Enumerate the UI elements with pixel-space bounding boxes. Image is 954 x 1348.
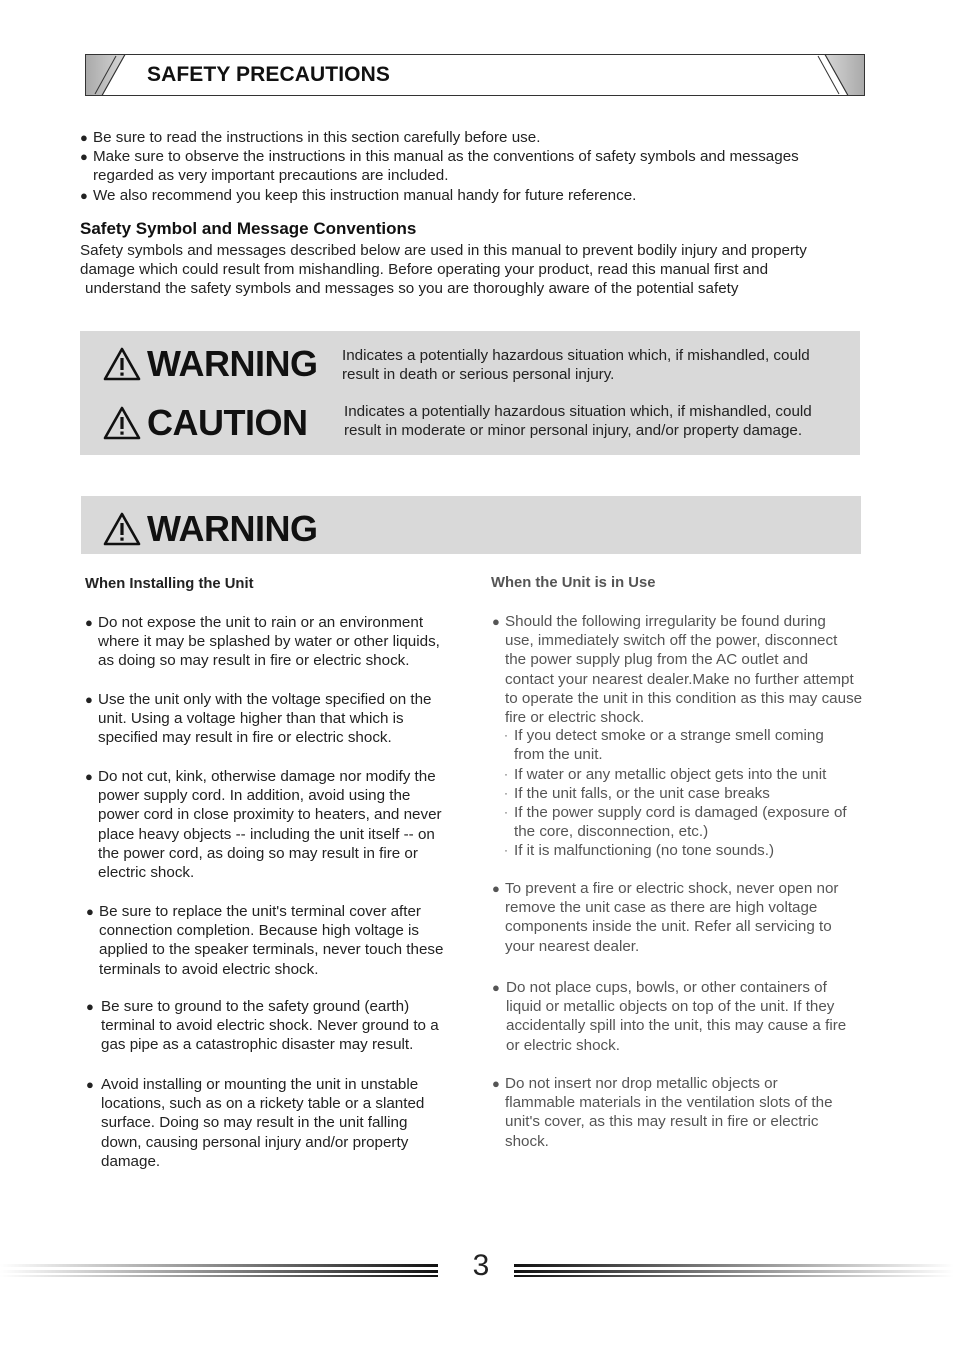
warning-section-banner (81, 496, 861, 554)
list-item: ● To prevent a fire or electric shock, never open nor remove the unit case as there are high voltage components inside the unit. Refer all servicing to your nearest dealer. (492, 880, 839, 955)
left-column-heading: When Installing the Unit (85, 576, 254, 592)
intro-bullet-3: ● We also recommend you keep this instruction manual handy for future reference. (80, 187, 637, 204)
list-item: ● Avoid installing or mounting the unit in unstable locations, such as on a rickety table or a slanted surface. Doing so may result in the unit falling down, causing personal injury and/or property damage. (86, 1076, 425, 1170)
list-item: ● Should the following irregularity be found during use, immediately switch off the power, disconnect the power supply plug from the AC outlet and contact your nearest dealer.Make no further attempt to operate the unit in this condition as this may cause fire or electric shock. (492, 613, 863, 727)
safety-symbols-box (80, 331, 860, 455)
page-number: 3 (472, 1249, 490, 1282)
page-title: SAFETY PRECAUTIONS (147, 63, 390, 86)
warning-triangle-icon (103, 512, 141, 546)
warning-triangle-icon (103, 406, 141, 440)
list-item: ● Be sure to replace the unit's terminal cover after connection completion. Because high voltage is applied to the speaker terminals, never touch these terminals to avoid electric shock. (86, 903, 444, 978)
caution-symbol: CAUTION (103, 402, 308, 444)
sub-list-item: · If the unit falls, or the unit case breaks (504, 785, 770, 802)
sub-list-item: · If the power supply cord is damaged (exposure of the core, disconnection, etc.) (504, 804, 847, 841)
list-item: ● Do not insert nor drop metallic objects or flammable materials in the ventilation slots of the unit's cover, as this may result in fire or electric shock. (492, 1075, 833, 1150)
right-column-heading: When the Unit is in Use (491, 575, 656, 591)
sub-list-item: · If it is malfunctioning (no tone sounds.) (504, 842, 775, 859)
conventions-heading: Safety Symbol and Message Conventions (80, 219, 417, 238)
intro-bullet-2: ● Make sure to observe the instructions in this manual as the conventions of safety symbols and messages (80, 148, 799, 165)
sub-list-item: · If you detect smoke or a strange smell coming from the unit. (504, 727, 824, 764)
warning-description: Indicates a potentially hazardous situation which, if mishandled, could result in death or serious personal injury. (342, 347, 810, 383)
conventions-paragraph: Safety symbols and messages described below are used in this manual to prevent bodily injury and property damage which could result from mishandling. Before operating your product, read this manual first and understand the safety symbols and messages so you are thoroughly aware of the potential safety (80, 242, 807, 297)
warning-symbol: WARNING (103, 343, 318, 385)
caution-description: Indicates a potentially hazardous situation which, if mishandled, could result in moderate or minor personal injury, and/or property damage. (344, 403, 812, 439)
intro-bullet-1: ● Be sure to read the instructions in this section carefully before use. (80, 129, 541, 146)
warning-triangle-icon (103, 347, 141, 381)
warning-heading: WARNING (103, 508, 318, 550)
list-item: ● Do not expose the unit to rain or an environment where it may be splashed by water or other liquids, as doing so may result in fire or electric shock. (85, 614, 440, 670)
list-item: ● Be sure to ground to the safety ground (earth) terminal to avoid electric shock. Never ground to a gas pipe as a catastrophic disaster may result. (86, 998, 439, 1054)
sub-list-item: · If water or any metallic object gets into the unit (504, 766, 827, 783)
list-item: ● Use the unit only with the voltage specified on the unit. Using a voltage higher than that which is specified may result in fire or electric shock. (85, 691, 432, 747)
list-item: ● Do not place cups, bowls, or other containers of liquid or metallic objects on top of the unit. If they accidentally spill into the unit, this may cause a fire or electric shock. (492, 979, 847, 1054)
list-item: ● Do not cut, kink, otherwise damage nor modify the power supply cord. In addition, avoid using the power cord in close proximity to heaters, and never place heavy objects -- including the unit itself -- on the power cord, as doing so may result in fire or electric shock. (85, 768, 442, 882)
intro-bullet-2-cont: regarded as very important precautions are included. (93, 167, 449, 184)
